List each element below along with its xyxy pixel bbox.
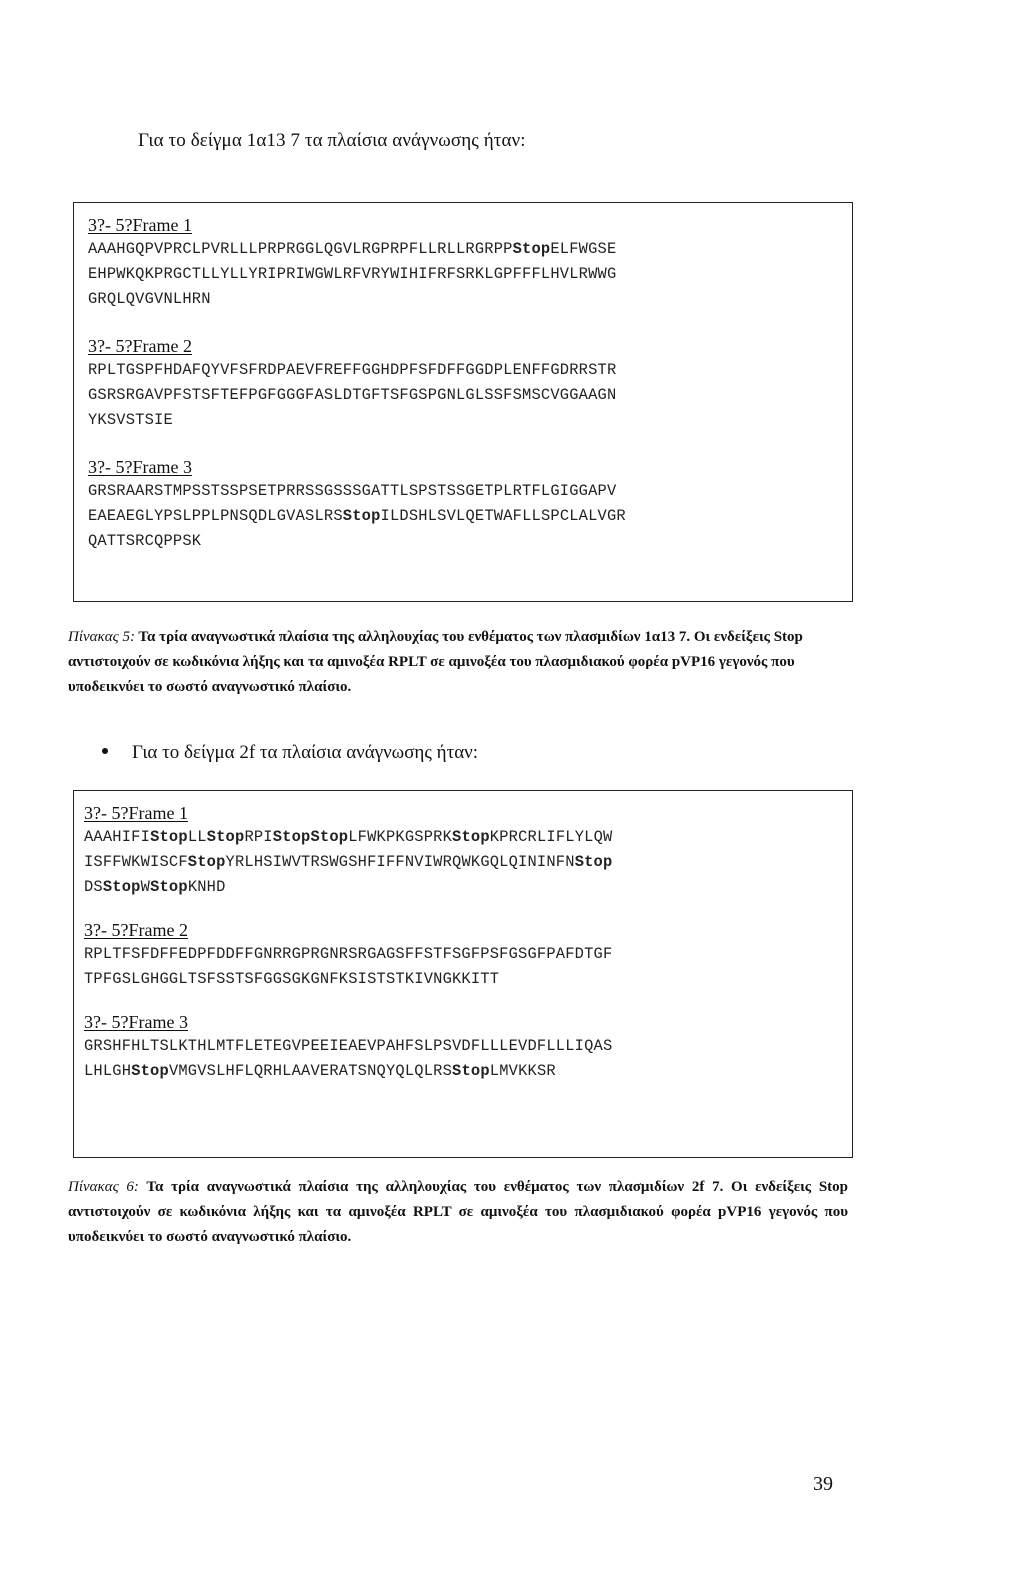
amino-acid-segment: KPRCRLIFLYLQW [489,828,613,846]
amino-acid-segment: RPLTFSFDFFEDPFDDFFGNRRGPRGNRSRGAGSFFSTFSGFPSFGSGFPAFDTGF [84,945,613,963]
bullet-icon [102,748,108,754]
amino-acid-segment: EHPWKQKPRGCTLLYLLYRIPRIWGWLRFVRYWIHIFRFSRKLGPFFFLHVLRWWG [88,265,617,283]
table-6-caption [68,1175,848,1250]
amino-acid-segment: YRLHSIWVTRSWGSHFIFFNVIWRQWKGQLQININFN [225,853,575,871]
reading-frame-2 [88,334,852,433]
sequence-line [88,383,852,408]
table-5-label: Πίνακας 5: [68,629,135,645]
stop-codon-marker: Stop [131,1062,169,1080]
amino-acid-segment: LMVKKSR [489,1062,556,1080]
amino-acid-segment: RPLTGSPFHDAFQYVFSFRDPAEVFREFFGGHDPFSFDFFGGDPLENFFGDRRSTR [88,361,617,379]
frame-label: 3?- 5?Frame 1 [88,215,192,235]
sequence-line [88,358,852,383]
table-5-caption [68,625,848,700]
frame-label: 3?- 5?Frame 3 [88,457,192,477]
amino-acid-segment: GRSRAARSTMPSSTSSPSETPRRSSGSSSGATTLSPSTSSGETPLRTFLGIGGAPV [88,482,617,500]
sample-2f-heading [102,742,478,764]
sequence-line [84,1059,852,1084]
reading-frames-box-2f [73,790,853,1158]
sequence-line [88,479,852,504]
amino-acid-segment: QATTSRCQPPSK [88,532,202,550]
amino-acid-segment: EAEAEGLYPSLPPLPNSQDLGVASLRS [88,507,343,525]
stop-codon-marker: Stop [187,853,226,871]
sample-1a13-heading: Για το δείγμα 1α13 7 τα πλαίσια ανάγνωσης ήταν: [138,130,526,151]
sequence-line [84,1034,852,1059]
frame-label: 3?- 5?Frame 1 [84,803,188,823]
sequence-line [84,942,852,967]
reading-frame-1 [88,213,852,312]
sample-2f-heading-text: Για το δείγμα 2f τα πλαίσια ανάγνωσης ήταν: [132,742,479,763]
reading-frame-1 [84,801,852,900]
frame-label: 3?- 5?Frame 2 [88,336,192,356]
sequence-line [88,504,852,529]
sequence-line [84,825,852,850]
frame-label: 3?- 5?Frame 2 [84,920,188,940]
amino-acid-segment: AAAHGQPVPRCLPVRLLLPRPRGGLQGVLRGPRPFLLRLLRGRPP [88,240,513,258]
stop-codon-marker: Stop [310,828,349,846]
sequence-line [84,850,852,875]
amino-acid-segment: ELFWGSE [550,240,617,258]
stop-codon-marker: Stop [206,828,245,846]
amino-acid-segment: VMGVSLHFLQRHLAAVERATSNQYQLQLRS [168,1062,453,1080]
stop-codon-marker: Stop [102,878,141,896]
table-6-text: Τα τρία αναγνωστικά πλαίσια της αλληλουχίας του ενθέματος των πλασμιδίων 2f 7. Οι ενδείξεις Stop αντιστοιχούν σε κωδικόνια λήξης και τα αμινοξέα RPLT σε αμινοξέα του πλασμιδιακού φορέα pVP16 γεγονός που υποδεικνύει το σωστό αναγνωστικό πλαίσιο. [68,1179,849,1245]
frame-label: 3?- 5?Frame 3 [84,1012,188,1032]
stop-codon-marker: Stop [452,828,490,846]
sequence-line [88,237,852,262]
amino-acid-segment: W [140,878,151,896]
amino-acid-segment: LFWKPKGSPRK [348,828,453,846]
stop-codon-marker: Stop [452,1062,490,1080]
page-number: 39 [813,1473,833,1495]
amino-acid-segment: ILDSHLSVLQETWAFLLSPCLALVGR [380,507,626,525]
amino-acid-segment: DS [84,878,103,896]
stop-codon-marker: Stop [342,507,381,525]
sequence-line [88,529,852,554]
sequence-line [88,287,852,312]
amino-acid-segment: TPFGSLGHGGLTSFSSTSFGGSGKGNFKSISTSTKIVNGKKITT [84,970,500,988]
amino-acid-segment: GRQLQVGVNLHRN [88,290,211,308]
amino-acid-segment: LL [187,828,207,846]
amino-acid-segment: ISFFWKWISCF [84,853,188,871]
amino-acid-segment: YKSVSTSIE [88,411,173,429]
stop-codon-marker: Stop [150,878,188,896]
sequence-line [88,262,852,287]
stop-codon-marker: Stop [574,853,613,871]
sequence-line [88,408,852,433]
stop-codon-marker: Stop [150,828,188,846]
amino-acid-segment: KNHD [187,878,226,896]
sequence-line [84,967,852,992]
amino-acid-segment: GSRSRGAVPFSTSFTEFPGFGGGFASLDTGFTSFGSPGNLGLSSFSMSCVGGAAGN [88,386,617,404]
stop-codon-marker: Stop [272,828,311,846]
sequence-line [84,875,852,900]
reading-frame-3 [88,455,852,554]
table-5-text: Τα τρία αναγνωστικά πλαίσια της αλληλουχίας του ενθέματος των πλασμιδίων 1α13 7. Οι ενδείξεις Stop αντιστοιχούν σε κωδικόνια λήξης και τα αμινοξέα RPLT σε αμινοξέα του πλασμιδιακού φορέα pVP16 γεγονός που υποδεικνύει το σωστό αναγνωστικό πλαίσιο. [68,629,803,695]
table-6-label: Πίνακας 6: [68,1179,139,1195]
amino-acid-segment: LHLGH [84,1062,132,1080]
reading-frames-box-1a13 [73,202,853,602]
amino-acid-segment: AAAHIFI [84,828,151,846]
reading-frame-2 [84,918,852,992]
amino-acid-segment: GRSHFHLTSLKTHLMTFLETEGVPEEIEAEVPAHFSLPSVDFLLLEVDFLLLIQAS [84,1037,613,1055]
amino-acid-segment: RPI [244,828,273,846]
reading-frame-3 [84,1010,852,1084]
stop-codon-marker: Stop [512,240,551,258]
